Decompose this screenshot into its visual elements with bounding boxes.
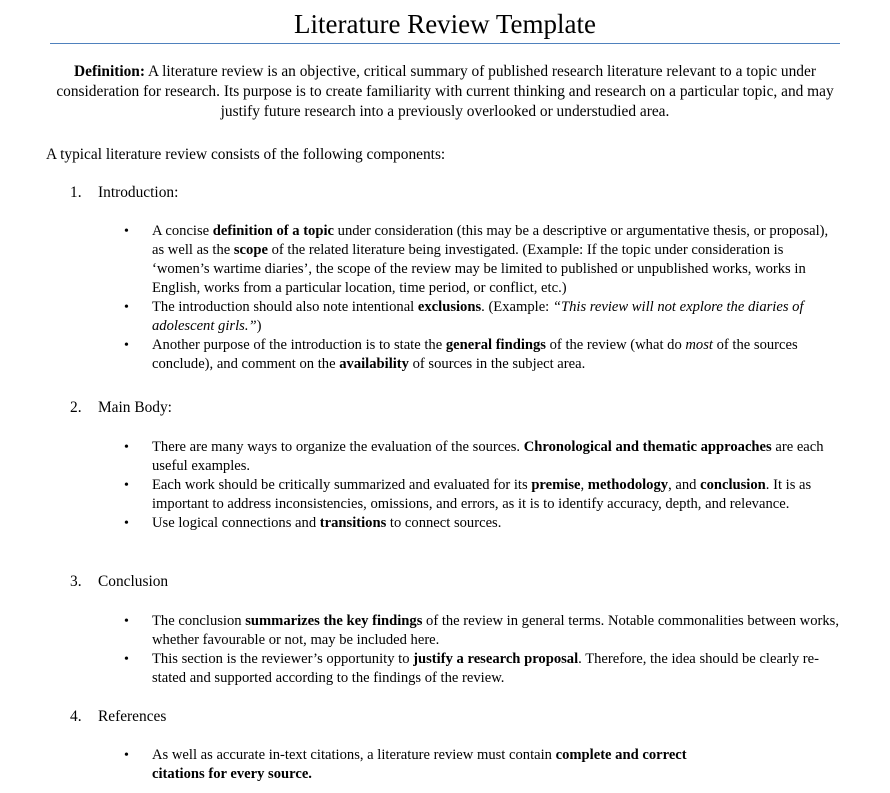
section-number: 4. <box>70 708 82 725</box>
bullet-icon: • <box>124 748 129 763</box>
definition-paragraph <box>40 62 850 122</box>
bullet-item: • This section is the reviewer’s opportunity to justify a research proposal. Therefore, the idea should be clearly re-stated and supported according to the findings of the review. <box>124 651 819 686</box>
bullet-icon: • <box>124 652 129 667</box>
bullet-icon: • <box>124 224 129 239</box>
bullet-icon: • <box>124 338 129 353</box>
references-bullets <box>0 746 850 784</box>
section-main-body-heading <box>70 398 470 418</box>
section-number: 2. <box>70 399 82 416</box>
bullet-icon: • <box>124 478 129 493</box>
bullet-item: • Another purpose of the introduction is to state the general findings of the review (what do most of the sources conclude), and comment on the availability of sources in the subject area. <box>124 337 798 372</box>
section-references-heading <box>70 707 470 727</box>
bullet-item: • A concise definition of a topic under consideration (this may be a descriptive or argumentative thesis, or proposal), as well as the scope of the related literature being investigated. (Example: If the topic under consideration is ‘women’s wartime diaries’, the scope of the review may be limited to published or unpublished works, works in English, works from a particular location, time period, or conflict, etc.) <box>124 223 829 296</box>
title-underline <box>50 43 840 44</box>
main-body-bullets <box>0 438 850 533</box>
section-title: Main Body: <box>98 399 172 416</box>
bullet-item: • Each work should be critically summarized and evaluated for its premise, methodology, and conclusion. It is as important to address inconsistencies, omissions, and errors, as it is to identify accuracy, depth, and relevance. <box>124 477 812 512</box>
bullet-item: • The conclusion summarizes the key findings of the review in general terms. Notable commonalities between works, whether favourable or not, may be included here. <box>124 613 839 648</box>
definition-label: Definition: <box>74 63 145 80</box>
bullet-item: • The introduction should also note intentional exclusions. (Example: “This review will not explore the diaries of adolescent girls.”) <box>124 299 804 334</box>
section-introduction-heading <box>70 183 470 203</box>
bullet-icon: • <box>124 300 129 315</box>
components-intro: A typical literature review consists of the following components: <box>46 146 446 163</box>
bullet-item: • There are many ways to organize the evaluation of the sources. Chronological and thematic approaches are each useful examples. <box>124 439 824 474</box>
section-conclusion-heading <box>70 572 470 592</box>
bullet-icon: • <box>124 614 129 629</box>
section-number: 1. <box>70 184 82 201</box>
bullet-icon: • <box>124 440 129 455</box>
bullet-item: • As well as accurate in-text citations, a literature review must contain complete and correct citations for every source. <box>124 747 687 782</box>
conclusion-bullets <box>0 612 850 688</box>
bullet-icon: • <box>124 516 129 531</box>
page-title: Literature Review Template <box>294 9 596 39</box>
section-title: References <box>98 708 167 725</box>
section-number: 3. <box>70 573 82 590</box>
introduction-bullets <box>0 222 850 374</box>
section-title: Conclusion <box>98 573 169 590</box>
bullet-item: • Use logical connections and transitions to connect sources. <box>124 515 502 531</box>
section-title: Introduction: <box>98 184 179 201</box>
definition-text: A literature review is an objective, critical summary of published research literature relevant to a topic under consideration for research. Its purpose is to create familiarity with current thinking and research on a particular topic, and may justify future research into a previously overlooked or understudied area. <box>56 63 834 120</box>
